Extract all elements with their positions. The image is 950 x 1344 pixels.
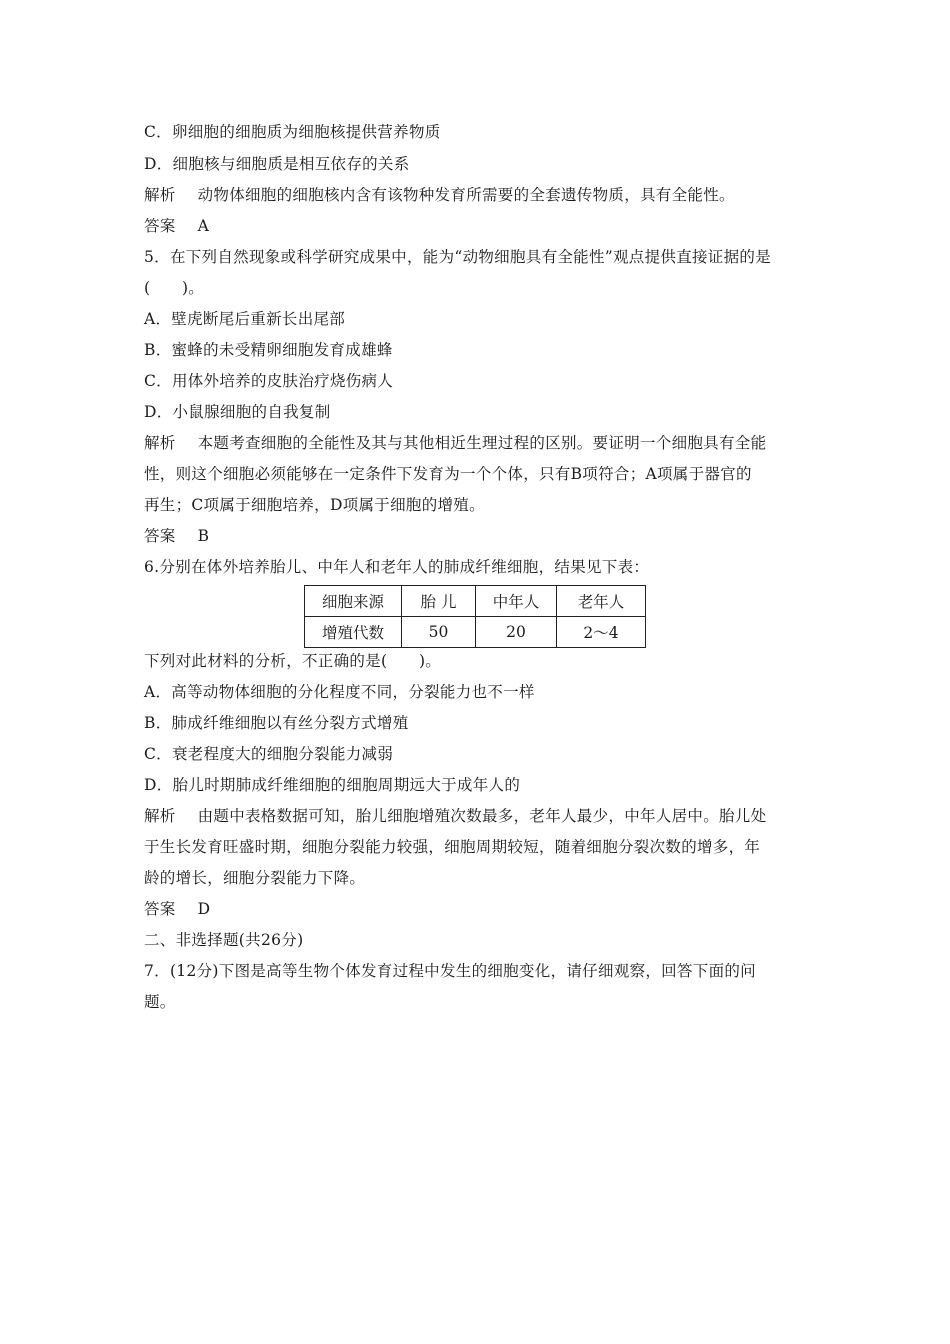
table-cell: 增殖代数 bbox=[305, 617, 402, 648]
q5-analysis-line-3: 再生；C项属于细胞培养，D项属于细胞的增殖。 bbox=[144, 496, 485, 514]
q5-analysis-line-2: 性，则这个细胞必须能够在一定条件下发育为一个个体，只有B项符合；A项属于器官的 bbox=[144, 465, 752, 483]
q4-analysis bbox=[144, 185, 824, 205]
answer-value: D bbox=[197, 900, 211, 918]
q4-option-c: C．卵细胞的细胞质为细胞核提供营养物质 bbox=[144, 123, 441, 141]
table-cell: 2～4 bbox=[557, 617, 646, 648]
analysis-text: 动物体细胞的细胞核内含有该物种发育所需要的全套遗传物质，具有全能性。 bbox=[197, 186, 735, 204]
q5-answer bbox=[144, 526, 824, 546]
q7-stem-line-2: 题。 bbox=[144, 993, 176, 1011]
table-cell: 细胞来源 bbox=[305, 586, 402, 617]
q6-option-d: D．胎儿时期肺成纤维细胞的细胞周期远大于成年人的 bbox=[144, 776, 521, 794]
q6-option-a: A．高等动物体细胞的分化程度不同，分裂能力也不一样 bbox=[144, 683, 535, 701]
answer-label: 答案 bbox=[144, 217, 176, 235]
q6-option-b: B．肺成纤维细胞以有丝分裂方式增殖 bbox=[144, 714, 409, 732]
q4-answer bbox=[144, 216, 824, 236]
answer-label: 答案 bbox=[144, 527, 176, 545]
analysis-label: 解析 bbox=[144, 186, 176, 204]
q4-option-d: D．细胞核与细胞质是相互依存的关系 bbox=[144, 155, 410, 173]
analysis-text: 由题中表格数据可知，胎儿细胞增殖次数最多，老年人最少，中年人居中。胎儿处 bbox=[197, 807, 767, 825]
q6-analysis-line-2: 于生长发育旺盛时期，细胞分裂能力较强，细胞周期较短，随着细胞分裂次数的增多，年 bbox=[144, 838, 761, 856]
answer-value: B bbox=[197, 527, 210, 545]
table-cell: 中年人 bbox=[476, 586, 557, 617]
table-header-row bbox=[305, 586, 646, 617]
q5-option-b: B．蜜蜂的未受精卵细胞发育成雄蜂 bbox=[144, 341, 393, 359]
proliferation-table bbox=[304, 585, 646, 648]
answer-label: 答案 bbox=[144, 900, 176, 918]
q5-option-a: A．壁虎断尾后重新长出尾部 bbox=[144, 310, 346, 328]
q5-analysis-line-1 bbox=[144, 433, 824, 453]
table-cell: 老年人 bbox=[557, 586, 646, 617]
q6-analysis-line-1 bbox=[144, 806, 824, 826]
table-cell: 20 bbox=[476, 617, 557, 648]
q5-stem-line-2: ( )。 bbox=[144, 279, 205, 297]
table-cell: 胎 儿 bbox=[402, 586, 476, 617]
q7-stem-line-1: 7．(12分)下图是高等生物个体发育过程中发生的细胞变化，请仔细观察，回答下面的问 bbox=[144, 962, 756, 980]
answer-value: A bbox=[197, 217, 210, 235]
q6-option-c: C．衰老程度大的细胞分裂能力减弱 bbox=[144, 745, 394, 763]
analysis-text: 本题考查细胞的全能性及其与其他相近生理过程的区别。要证明一个细胞具有全能 bbox=[197, 434, 767, 452]
q6-analysis-line-3: 龄的增长，细胞分裂能力下降。 bbox=[144, 869, 366, 887]
q5-option-c: C．用体外培养的皮肤治疗烧伤病人 bbox=[144, 372, 394, 390]
table-cell: 50 bbox=[402, 617, 476, 648]
table-row bbox=[305, 617, 646, 648]
q6-question: 下列对此材料的分析，不正确的是( )。 bbox=[144, 652, 442, 670]
q5-option-d: D．小鼠腺细胞的自我复制 bbox=[144, 403, 331, 421]
q6-answer bbox=[144, 899, 824, 919]
q6-stem: 6.分别在体外培养胎儿、中年人和老年人的肺成纤维细胞，结果见下表： bbox=[144, 558, 650, 576]
analysis-label: 解析 bbox=[144, 807, 176, 825]
analysis-label: 解析 bbox=[144, 434, 176, 452]
q5-stem-line-1: 5．在下列自然现象或科学研究成果中，能为“动物细胞具有全能性”观点提供直接证据的是 bbox=[144, 248, 772, 266]
section-heading: 二、非选择题(共26分) bbox=[144, 931, 304, 949]
